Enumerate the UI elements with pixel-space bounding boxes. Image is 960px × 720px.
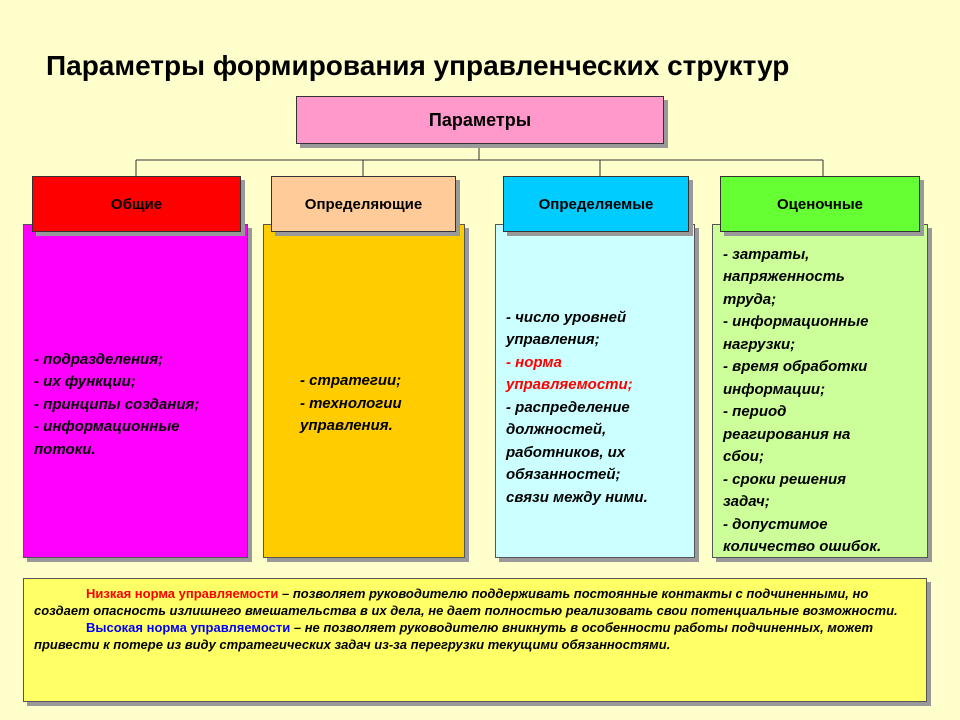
defined-header-label: Определяемые (538, 195, 654, 213)
list-item: нагрузки; (723, 335, 796, 353)
root-parameters-box (296, 96, 664, 144)
list-item: потоки. (34, 440, 96, 458)
defined-header-box (503, 176, 689, 232)
defining-header-label: Определяющие (304, 195, 423, 213)
list-item: - технологии (300, 394, 402, 412)
list-item: - принципы создания; (34, 395, 200, 413)
list-item: - подразделения; (34, 350, 164, 368)
list-item: напряженность (723, 268, 845, 285)
list-item: труда; (723, 290, 777, 308)
low-span-text: – позволяет руководителю поддерживать постоянные контакты с подчиненными, но создает опасность излишнего вмешательства в их дела, не дает полностью реализовать свои потенциальные возможности. (34, 586, 898, 618)
list-item: - информационные (34, 418, 180, 436)
list-item: - их функции; (34, 373, 136, 391)
list-item: - сроки решения (723, 470, 847, 488)
defining-header-box (271, 176, 456, 232)
defined-content-box (495, 224, 695, 558)
low-span-term: Низкая норма управляемости (86, 586, 279, 601)
list-item: реагирования на (723, 425, 851, 443)
list-item: связи между ними. (506, 488, 648, 506)
list-item: должностей, (506, 421, 607, 439)
list-item: управления. (300, 417, 393, 435)
list-item-highlight: - норма (506, 353, 562, 371)
list-item: обязанностей; (506, 466, 621, 484)
evaluative-content-box (712, 224, 928, 558)
list-item: количество ошибок. (723, 538, 882, 555)
high-span-text: – не позволяет руководителю вникнуть в особенности работы подчиненных, может привести к потере из виду стратегических задач из-за перегрузки текущими обязанностями. (34, 620, 874, 652)
evaluative-header-label: Оценочные (776, 195, 863, 213)
general-content-box (23, 224, 248, 558)
general-header-box (32, 176, 241, 232)
evaluative-header-box (720, 176, 920, 232)
high-span-term: Высокая норма управляемости (86, 620, 291, 635)
list-item: - период (723, 403, 787, 420)
list-item: задач; (723, 493, 770, 510)
list-item: - информационные (723, 313, 869, 330)
slide-title: Параметры формирования управленческих структур (46, 50, 790, 81)
list-item: управления; (506, 331, 600, 349)
list-item: - допустимое (723, 515, 828, 533)
list-item: - стратегии; (300, 372, 402, 390)
low-span-paragraph (34, 585, 916, 619)
list-item: информации; (723, 380, 826, 398)
list-item: - затраты, (723, 245, 810, 263)
list-item: - время обработки (723, 358, 868, 375)
span-of-control-note (23, 578, 927, 702)
general-header-label: Общие (110, 195, 163, 213)
list-item: - распределение (506, 398, 630, 416)
high-span-paragraph (34, 619, 916, 653)
list-item: сбои; (723, 448, 764, 465)
list-item: работников, их (506, 443, 626, 461)
root-label: Параметры (428, 109, 532, 130)
defining-content-box (263, 224, 465, 558)
list-item: - число уровней (506, 308, 627, 326)
list-item-highlight: управляемости; (506, 376, 633, 394)
